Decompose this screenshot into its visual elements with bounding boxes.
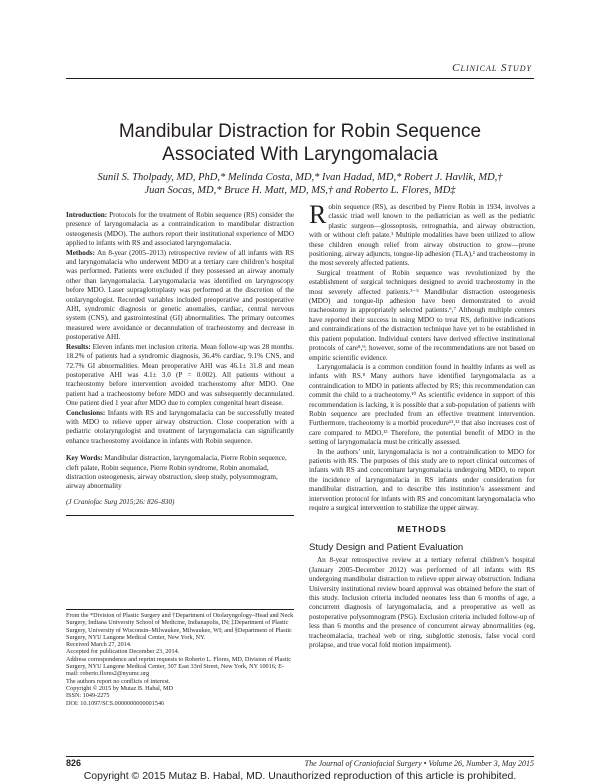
affiliations-rule [66, 609, 294, 610]
body-paragraph-3: Laryngomalacia is a common condition found in healthy infants as well as infants with RS.⁸ Many authors have identified laryngomalacia as a contraindication to MDO in patients affected by RS; this recommendation can commit the child to a tracheotomy.¹⁰ As scientific evidence in support of this recommendation is lacking, it is possible that a sub-population of patients with Robin sequence are precluded from an effective treatment intervention. Furthermore, tracheotomy is a morbid procedure¹¹,¹² that also increases cost of care compared to MDO.¹³ Therefore, the potential benefit of MDO in the setting of laryngomalacia must be critically assessed. [309, 362, 535, 447]
abstract-results: Results: Eleven infants met inclusion criteria. Mean follow-up was 28 months. 18.2% of patients had a syndromic diagnosis, 36.4% cardiac, 9.1% CNS, and 72.7% GI abnormalities. Mean preoperative AHI was 46.1± 31.8 and mean postoperative AHI was 4.1± 3.0 (P = 0.002). All patients without a tracheostomy before intervention avoided tracheostomy after MDO. One patient had a tracheostomy before MDO and was subsequently decannulated. One patient died 1 year after MDO due to complex congenital heart disease. [66, 342, 294, 408]
abstract-introduction: Introduction: Protocols for the treatment of Robin sequence (RS) consider the presence of laryngomalacia as a contraindication to mandibular distraction osteogenesis (MDO). The authors report their institutional experience of MDO applied to infants with RS and associated laryngomalacia. [66, 211, 294, 248]
body-paragraph-1: Robin sequence (RS), as described by Pierre Robin in 1934, involves a classic triad well known to the pediatrician as well as the pediatric plastic surgeon—glossoptosis, retrognathia, and airway obstruction, with or without cleft palate.¹ Multiple modalities have been utilized to allow these children enough relief from airway obstruction to grow—prone positioning, airway adjuncts, tongue-lip adhesion (TLA),² and tracheostomy in the most severely affected patients. [309, 200, 535, 268]
abstract-conclusions: Conclusions: Infants with RS and laryngomalacia can be successfully treated with MDO to relieve upper airway obstruction. Close cooperation with a pediatric otolaryngologist and treatment of laryngomalacia can significantly enhance tracheostomy avoidance in infants with Robin sequence. [66, 408, 294, 445]
subheading: Study Design and Patient Evaluation [309, 542, 464, 554]
footer-rule [66, 756, 534, 757]
copyright-note: Copyright © 2015 by Mutaz B. Habal, MD [66, 684, 173, 692]
affiliation-from: From the *Division of Plastic Surgery and †Department of Otolaryngology–Head and Neck Surgery, Indiana University School of Medicine, Indianapolis, IN; ‡Department of Plastic Surgery, University of Wisconsin–Milwaukee, Milwaukee, WI; and §Department of Plastic Surgery, NYU Langone Medical Center, New York, NY. [66, 612, 294, 641]
abstract [66, 211, 294, 446]
received-date: Received March 27, 2014. [66, 641, 132, 649]
methods-heading: METHODS [397, 524, 447, 535]
body-paragraph-5: An 8-year retrospective review at a tertiary referral children’s hospital (January 2005-December 2012) was performed of all infants with RS undergoing mandibular distraction to relieve upper airway obstruction. Indiana University institutional review board approval was obtained before the start of this study. Inclusion criteria included neonates less than 6 months of age, a concurrent diagnosis of laryngomalacia, and a preoperative as well as postoperative polysomnogram (PSG). Exclusion criteria included follow-up of less than 6 months and the presence of concurrent airway abnormalities (eg, tracheomalacia, tracheal web or ring, subglottic stenosis, false vocal cord prolapse, and true vocal fold motion impairment). [309, 556, 535, 650]
drop-cap: R [309, 200, 327, 229]
keywords: Key Words: Mandibular distraction, laryngomalacia, Pierre Robin sequence, cleft palate, Robin sequence, Pierre Robin syndrome, Robin anomalad, distraction osteogenesis, airway obstruction, sleep study, polysomnogram, airway abnormality [66, 454, 287, 491]
title-line-1: Mandibular Distraction for Robin Sequence [118, 121, 482, 142]
copyright-banner: Copyright © 2015 Mutaz B. Habal, MD. Unauthorized reproduction of this article is prohibited. [83, 770, 517, 782]
section-label: Clinical Study [452, 62, 532, 74]
citation: (J Craniofac Surg 2015;26: 826–830) [66, 497, 175, 506]
authors-line-1: Sunil S. Tholpady, MD, PhD,* Melinda Costa, MD,* Ivan Hadad, MD,* Robert J. Havlik, MD,† [97, 172, 503, 183]
issn: ISSN: 1049-2275 [66, 692, 110, 700]
authors-line-2: Juan Socas, MD,* Bruce H. Matt, MD, MS,† and Roberto L. Flores, MD‡ [144, 185, 456, 196]
top-rule [66, 78, 534, 79]
body-paragraph-4: In the authors’ unit, laryngomalacia is not a contraindication to MDO for patients with RS. The purposes of this study are to report clinical outcomes of infants with RS and concomitant laryngomalacia undergoing MDO, to report the incidence of laryngomalacia in RS infants under consideration for mandibular distraction, and to describe this institution’s assessment and intervention protocol for infants with RS and concomitant laryngomalacia who require a surgical intervention to stabilize the upper airway. [309, 447, 535, 512]
journal-line: The Journal of Craniofacial Surgery • Volume 26, Number 3, May 2015 [304, 759, 534, 768]
abstract-methods: Methods: An 8-year (2005–2013) retrospective review of all infants with RS and laryngomalacia who underwent MDO at a tertiary care children’s hospital was performed. Patients were excluded if they possessed an airway anomaly other than laryngomalacia. Laryngomalacia was identified on laryngoscopy before MDO. Laser supraglottoplasty was performed at the discretion of the otolaryngologist. Recorded variables included preoperative and postoperative AHI, syndromic diagnosis or genetic anomalies, cardiac, central nervous system (CNS), and gastrointestinal (GI) abnormalities. The primary outcomes measured were avoidance or decannulation of tracheostomy and decrease in postoperative AHI. [66, 248, 294, 342]
title-line-2: Associated With Laryngomalacia [162, 144, 438, 165]
right-column [309, 200, 535, 650]
doi: DOI: 10.1097/SCS.0000000000001546 [66, 699, 165, 707]
correspondence: Address correspondence and reprint requests to Roberto L. Flores, MD, Division of Plastic Surgery, NYU Langone Medical Center, 307 East 33rd Street, New York, NY 10016; E-mail: roberto.flores2@nyumc.org [66, 655, 291, 678]
body-paragraph-2: Surgical treatment of Robin sequence was revolutionized by the establishment of surgical techniques designed to avoid tracheostomy in the most severely affected patients.³⁻⁵ Mandibular distraction osteogenesis (MDO) and tongue-lip adhesion have been demonstrated to avoid tracheostomy in appropriately selected patients.⁶,⁷ Although multiple centers have reported their success in using MDO to treat RS, definitive indications and contraindications of the distraction technique have yet to be established in this patient population. Individual centers have derived effective institutional protocols of care⁸,⁹; however, some of the recommendations are not based on empiric scientific evidence. [309, 268, 535, 362]
author-list [66, 171, 534, 197]
left-column [66, 211, 294, 516]
accepted-date: Accepted for publication December 23, 2014. [66, 648, 180, 656]
conflicts: The authors report no conflicts of interest. [66, 677, 171, 685]
page-number: 826 [66, 758, 82, 768]
article-title [66, 120, 534, 166]
affiliations [66, 609, 294, 707]
abstract-rule [66, 515, 294, 516]
